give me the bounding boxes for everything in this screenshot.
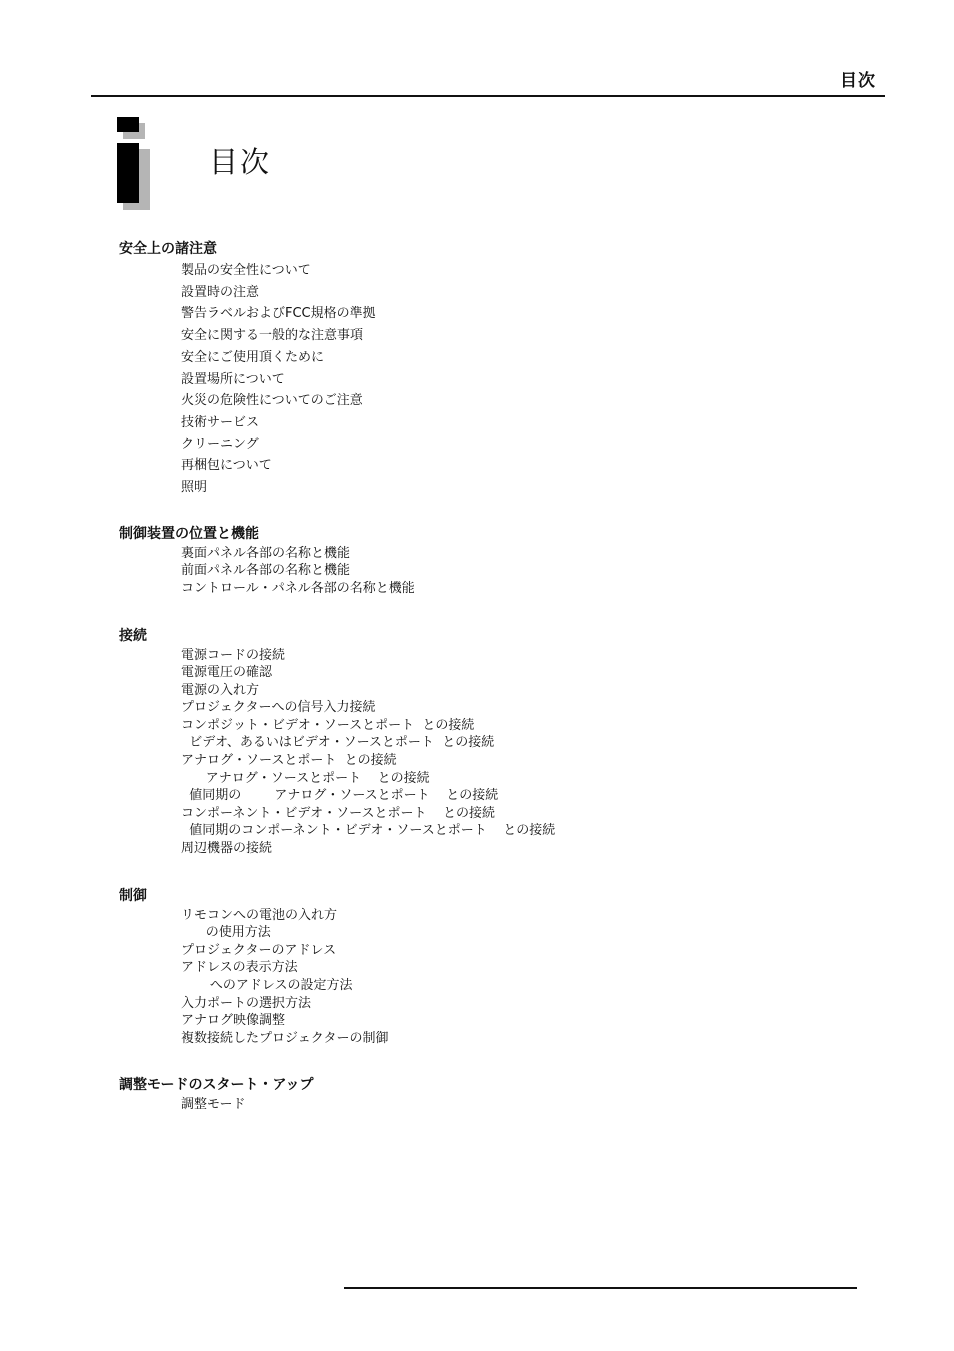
toc-entry: 電源コードの接続: [181, 647, 286, 663]
toc-section: [117, 885, 877, 1048]
toc-entry: 調整モード: [181, 1097, 246, 1113]
toc-entry: 周辺機器の接続: [181, 841, 273, 857]
toc-entry: アドレスの表示方法: [181, 960, 298, 976]
toc-entry: ビデオ、あるいはビデオ・ソースとポート との接続: [181, 735, 495, 751]
toc-entry: クリーニング: [181, 436, 259, 452]
toc-entry: 値同期の アナログ・ソースとポート との接続: [181, 788, 499, 804]
toc-section: [117, 238, 877, 499]
header-rule: [91, 95, 885, 97]
footer-rule: [344, 1287, 857, 1289]
toc-entry: 安全に関する一般的な注意事項: [181, 328, 364, 344]
toc-section-heading: 調整モードのスタート・アップ: [119, 1077, 314, 1094]
toc-entry: 電源電圧の確認: [181, 665, 273, 681]
toc-entry: 入力ポートの選択方法: [181, 995, 312, 1011]
page-title: 目次: [209, 145, 272, 179]
toc-entry: アナログ・ソースとポート との接続: [181, 753, 397, 769]
toc-entry: 火災の危険性についてのご注意: [181, 393, 363, 409]
toc-entry: へのアドレスの設定方法: [181, 978, 353, 994]
toc-entry: 設置場所について: [181, 371, 285, 387]
toc-section: [117, 523, 877, 598]
toc-section-heading: 安全上の諸注意: [119, 241, 217, 257]
toc-entry: の使用方法: [181, 925, 271, 941]
toc-entry: 複数接続したプロジェクターの制御: [181, 1030, 389, 1046]
info-i-icon: [117, 117, 153, 211]
toc-entry: 照明: [181, 480, 208, 496]
toc-entry: 警告ラベルおよびFCC規格の準拠: [181, 306, 376, 322]
table-of-contents: [117, 238, 877, 1114]
toc-entry: コンポジット・ビデオ・ソースとポート との接続: [181, 717, 475, 733]
toc-entry: アナログ・ソースとポート との接続: [181, 770, 430, 786]
toc-section: [117, 1074, 877, 1114]
toc-entry: プロジェクターへの信号入力接続: [181, 700, 376, 716]
toc-section-heading: 接続: [119, 627, 147, 644]
toc-entry: コントロール・パネル各部の名称と機能: [181, 580, 415, 596]
toc-entry: リモコンへの電池の入れ方: [181, 907, 338, 923]
toc-section-heading: 制御: [119, 887, 147, 904]
toc-entry: 安全にご使用頂くために: [181, 349, 325, 365]
toc-entry: 値同期のコンポーネント・ビデオ・ソースとポート との接続: [181, 823, 556, 839]
toc-section: [117, 625, 877, 858]
toc-entry: 製品の安全性について: [181, 263, 311, 278]
toc-entry: 再梱包について: [181, 458, 272, 474]
toc-entry: 裏面パネル各部の名称と機能: [181, 545, 351, 561]
toc-entry: コンポーネント・ビデオ・ソースとポート との接続: [181, 805, 495, 821]
toc-entry: 前面パネル各部の名称と機能: [181, 563, 351, 579]
toc-section-heading: 制御装置の位置と機能: [119, 525, 259, 542]
toc-entry: 技術サービス: [181, 414, 260, 430]
running-header-title: 目次: [840, 71, 876, 91]
toc-entry: 電源の入れ方: [181, 682, 260, 698]
toc-entry: プロジェクターのアドレス: [181, 942, 337, 958]
toc-entry: アナログ映像調整: [181, 1013, 286, 1029]
toc-entry: 設置時の注意: [181, 284, 260, 300]
